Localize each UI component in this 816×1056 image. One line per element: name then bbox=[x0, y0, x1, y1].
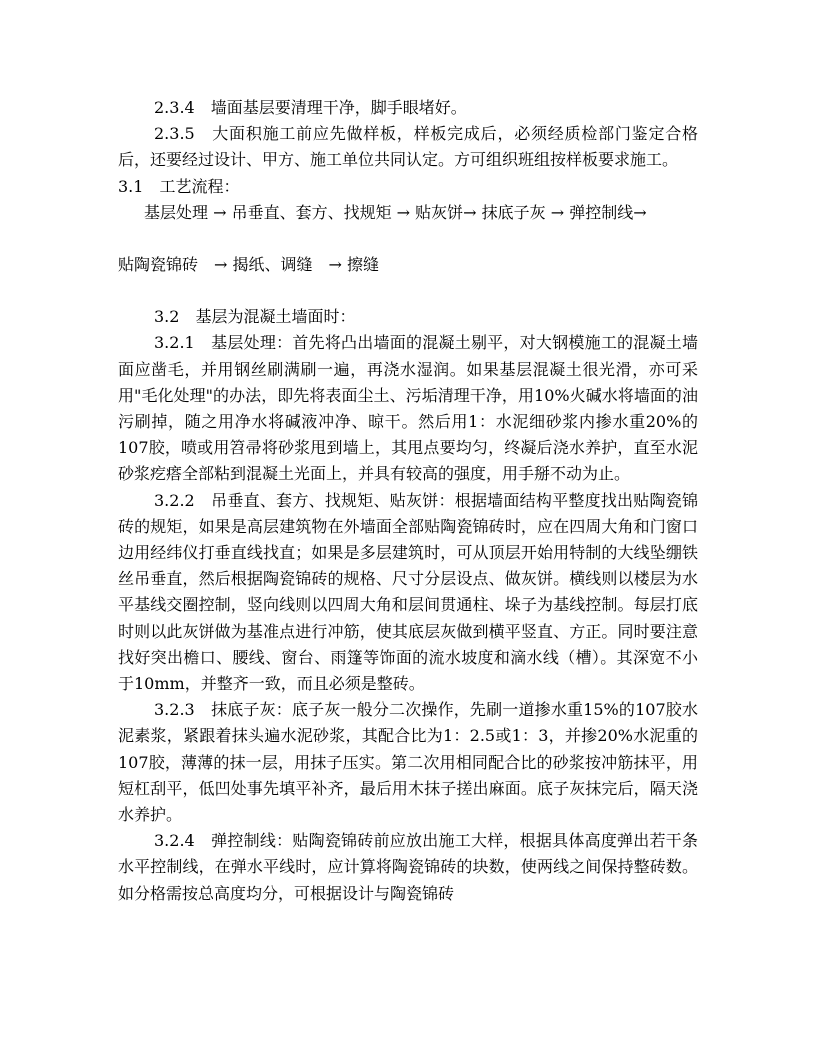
paragraph-2-3-5: 2.3.5 大面积施工前应先做样板，样板完成后，必须经质检部门鉴定合格后，还要经过设计、甲方、施工单位共同认定。方可组织班组按样板要求施工。 bbox=[118, 124, 698, 170]
paragraph-3-2-3: 3.2.3 抹底子灰：底子灰一般分二次操作，先刷一道掺水重15%的107胶水泥素浆，紧跟着抹头遍水泥砂浆，其配合比为1：2.5或1：3，并掺20%水泥重的107胶，薄薄的抹一层，用抹子压实。第二次用相同配合比的砂浆按冲筋抹平，用短杠刮平，低凹处事先填平补齐，最后用木抹子搓出麻面。底子灰抹完后，隔天浇水养护。 bbox=[118, 700, 698, 825]
blank-line bbox=[118, 278, 698, 304]
paragraph-3-2-2: 3.2.2 吊垂直、套方、找规矩、贴灰饼：根据墙面结构平整度找出贴陶瓷锦砖的规矩，如果是高层建筑物在外墙面全部贴陶瓷锦砖时，应在四周大角和门窗口边用经纬仪打垂直线找直；如果是多层建筑时，可从顶层开始用特制的大线坠绷铁丝吊垂直，然后根据陶瓷锦砖的规格、尺寸分层设点、做灰饼。横线则以楼层为水平基线交圈控制，竖向线则以四周大角和层间贯通柱、垛子为基线控制。每层打底时则以此灰饼做为基准点进行冲筋，使其底层灰做到横平竖直、方正。同时要注意找好突出檐口、腰线、窗台、雨篷等饰面的流水坡度和滴水线（槽）。其深宽不小于10mm，并整齐一致，而且必须是整砖。 bbox=[118, 490, 698, 694]
blank-line bbox=[118, 226, 698, 252]
process-flow-line-1: 基层处理 → 吊垂直、套方、找规矩 → 贴灰饼→ 抹底子灰 → 弹控制线→ bbox=[144, 202, 647, 222]
paragraph-2-3-4: 2.3.4 墙面基层要清理干净，脚手眼堵好。 bbox=[154, 98, 467, 117]
paragraph-3-2-1: 3.2.1 基层处理：首先将凸出墙面的混凝土剔平，对大钢模施工的混凝土墙面应凿毛，并用钢丝刷满刷一遍，再浇水湿润。如果基层混凝土很光滑，亦可采用"毛化处理"的办法，即先将表面尘土、污垢清理干净，用10%火碱水将墙面的油污刷掉，随之用净水将碱液冲净、晾干。然后用1：水泥细砂浆内掺水重20%的107胶，喷或用笤帚将砂浆甩到墙上，其甩点要均匀，终凝后浇水养护，直至水泥砂浆疙瘩全部粘到混凝土光面上，并具有较高的强度，用手掰不动为止。 bbox=[118, 333, 698, 484]
heading-3-2: 3.2 基层为混凝土墙面时： bbox=[154, 307, 356, 327]
heading-3-1: 3.1 工艺流程： bbox=[118, 176, 240, 196]
paragraph-3-2-4: 3.2.4 弹控制线：贴陶瓷锦砖前应放出施工大样，根据具体高度弹出若干条水平控制线，在弹水平线时，应计算将陶瓷锦砖的块数，使两线之间保持整砖数。如分格需按总高度均分，可根据设计与陶瓷锦砖 bbox=[118, 831, 698, 903]
document-body bbox=[118, 95, 698, 907]
process-flow-line-2: 贴陶瓷锦砖 → 揭纸、调缝 → 擦缝 bbox=[118, 255, 379, 275]
